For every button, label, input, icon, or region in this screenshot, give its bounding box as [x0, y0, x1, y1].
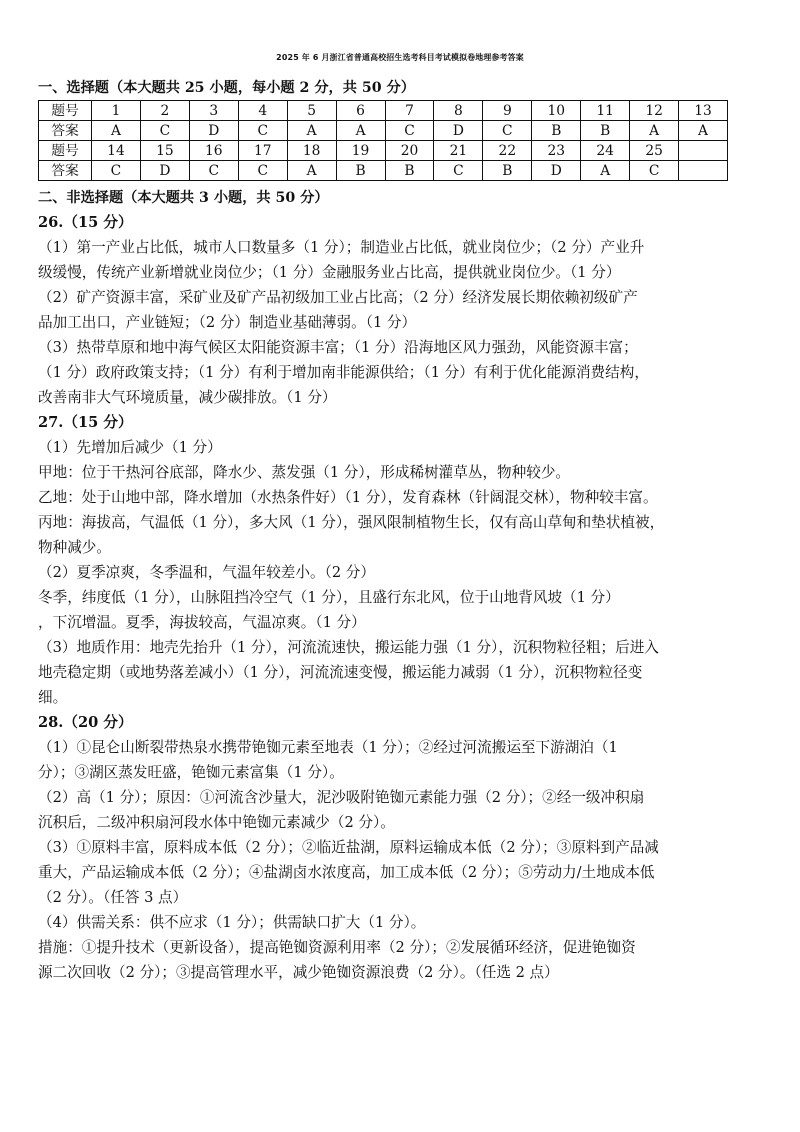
answer-cell: C — [189, 161, 238, 181]
question-number: 6 — [336, 101, 385, 121]
answer-table — [38, 100, 728, 181]
question-heading: 27.（15 分） — [38, 414, 133, 431]
row-header: 题号 — [39, 141, 92, 161]
answer-cell: C — [238, 161, 287, 181]
answer-cell: B — [581, 121, 630, 141]
answer-line: 甲地：位于干热河谷底部，降水少、蒸发强（1 分），形成稀树灌草丛，物种较少。 — [38, 464, 571, 481]
question-number: 15 — [140, 141, 189, 161]
answer-line: （1）①昆仑山断裂带热泉水携带铯铷元素至地表（1 分）；②经过河流搬运至下游湖泊（1 — [38, 739, 618, 756]
answer-line: 分）；③湖区蒸发旺盛，铯铷元素富集（1 分）。 — [38, 764, 344, 781]
question-number: 9 — [483, 101, 532, 121]
answer-line: 沉积后，二级冲积扇河段水体中铯铷元素减少（2 分）。 — [38, 814, 395, 831]
question-number: 20 — [385, 141, 434, 161]
answer-cell: C — [92, 161, 141, 181]
row-header: 答案 — [39, 161, 92, 181]
answer-line: 地壳稳定期（或地势落差减小）（1 分），河流流速变慢，搬运能力减弱（1 分），沉积物粒径变 — [38, 664, 643, 681]
question-number: 11 — [581, 101, 630, 121]
answer-cell: A — [287, 161, 336, 181]
answer-cell: D — [434, 121, 483, 141]
answer-line: （3）①原料丰富，原料成本低（2 分）；②临近盐湖，原料运输成本低（2 分）；③原料到产品减 — [38, 839, 659, 856]
question-number: 10 — [532, 101, 581, 121]
question-number: 2 — [140, 101, 189, 121]
question-number: 21 — [434, 141, 483, 161]
section-heading-choice: 一、选择题（本大题共 25 小题，每小题 2 分，共 50 分） — [38, 80, 415, 96]
answer-line: 重大，产品运输成本低（2 分）；④盐湖卤水浓度高，加工成本低（2 分）；⑤劳动力/土地成本低 — [38, 864, 655, 881]
question-number: 12 — [630, 101, 679, 121]
answer-cell: A — [336, 121, 385, 141]
question-number: 16 — [189, 141, 238, 161]
row-header: 答案 — [39, 121, 92, 141]
question-number: 23 — [532, 141, 581, 161]
answer-line: （2）夏季凉爽，冬季温和，气温年较差小。（2 分） — [38, 564, 375, 581]
table-row — [39, 121, 728, 141]
answer-line: 细。 — [38, 689, 68, 706]
answer-cell: D — [532, 161, 581, 181]
question-number: 25 — [630, 141, 679, 161]
answer-cell: C — [385, 121, 434, 141]
answer-line: 物种减少。 — [38, 539, 111, 556]
answer-cell — [679, 161, 728, 181]
answer-cell: C — [238, 121, 287, 141]
answer-line: 改善南非大气环境质量，减少碳排放。（1 分） — [38, 389, 337, 406]
answer-line: 措施：①提升技术（更新设备），提高铯铷资源利用率（2 分）；②发展循环经济，促进铯铷资 — [38, 939, 636, 956]
answer-line: 级缓慢，传统产业新增就业岗位少；（1 分）金融服务业占比高，提供就业岗位少。（1 分） — [38, 264, 621, 281]
answer-cell: B — [532, 121, 581, 141]
answer-line: 冬季，纬度低（1 分），山脉阻挡冷空气（1 分），且盛行东北风，位于山地背风坡（1 分） — [38, 589, 620, 606]
row-header: 题号 — [39, 101, 92, 121]
answer-cell: C — [434, 161, 483, 181]
answer-cell: B — [385, 161, 434, 181]
page-title: 2025 年 6 月浙江省普通高校招生选考科目考试模拟卷地理参考答案 — [276, 53, 524, 62]
question-number: 3 — [189, 101, 238, 121]
answer-line: （1）先增加后减少（1 分） — [38, 439, 222, 456]
answer-cell: A — [287, 121, 336, 141]
answer-line: （2）高（1 分）；原因：①河流含沙量大，泥沙吸附铯铷元素能力强（2 分）；②经一级冲积扇 — [38, 789, 645, 806]
question-number: 24 — [581, 141, 630, 161]
answer-line: （1 分）政府政策支持；（1 分）有利于增加南非能源供给；（1 分）有利于优化能源消费结构， — [38, 364, 649, 381]
question-heading: 28.（20 分） — [38, 714, 133, 731]
answer-line: （3）热带草原和地中海气候区太阳能资源丰富；（1 分）沿海地区风力强劲，风能资源丰富； — [38, 339, 638, 356]
answer-line: （4）供需关系：供不应求（1 分）；供需缺口扩大（1 分）。 — [38, 914, 426, 931]
answer-cell: A — [679, 121, 728, 141]
answer-line: ，下沉增温。夏季，海拔较高，气温凉爽。（1 分） — [38, 614, 366, 631]
answer-line: 丙地：海拔高，气温低（1 分），多大风（1 分），强风限制植物生长，仅有高山草甸和垫状植被， — [38, 514, 665, 531]
question-number: 7 — [385, 101, 434, 121]
question-number: 19 — [336, 141, 385, 161]
table-row — [39, 161, 728, 181]
question-number: 22 — [483, 141, 532, 161]
answer-line: （3）地质作用：地壳先抬升（1 分），河流流速快，搬运能力强（1 分），沉积物粒径粗；后进入 — [38, 639, 659, 656]
answer-cell: A — [581, 161, 630, 181]
question-number: 5 — [287, 101, 336, 121]
answer-line: （2 分）。（任答 3 点） — [38, 889, 188, 906]
question-number: 4 — [238, 101, 287, 121]
question-number: 17 — [238, 141, 287, 161]
answer-line: （2）矿产资源丰富，采矿业及矿产品初级加工业占比高；（2 分）经济发展长期依赖初级矿产 — [38, 289, 638, 306]
question-number: 13 — [679, 101, 728, 121]
answer-line: 源二次回收（2 分）；③提高管理水平，减少铯铷资源浪费（2 分）。（任选 2 点） — [38, 964, 559, 981]
question-heading: 26.（15 分） — [38, 214, 133, 231]
table-row — [39, 101, 728, 121]
table-row — [39, 141, 728, 161]
answer-cell: B — [483, 161, 532, 181]
answer-cell: A — [630, 121, 679, 141]
section-heading-nonchoice: 二、非选择题（本大题共 3 小题，共 50 分） — [38, 190, 329, 206]
answer-cell: C — [140, 121, 189, 141]
question-number: 18 — [287, 141, 336, 161]
question-number: 8 — [434, 101, 483, 121]
answer-cell: C — [483, 121, 532, 141]
question-number: 1 — [92, 101, 141, 121]
answer-cell: A — [92, 121, 141, 141]
answer-cell: B — [336, 161, 385, 181]
answer-cell: D — [189, 121, 238, 141]
answer-line: 品加工出口，产业链短；（2 分）制造业基础薄弱。（1 分） — [38, 314, 417, 331]
question-number — [679, 141, 728, 161]
answer-cell: D — [140, 161, 189, 181]
answer-cell: C — [630, 161, 679, 181]
question-number: 14 — [92, 141, 141, 161]
answer-line: 乙地：处于山地中部，降水增加（水热条件好）（1 分），发育森林（针阔混交林），物种较丰富。 — [38, 489, 658, 506]
answer-line: （1）第一产业占比低，城市人口数量多（1 分）；制造业占比低，就业岗位少；（2 分）产业升 — [38, 239, 645, 256]
